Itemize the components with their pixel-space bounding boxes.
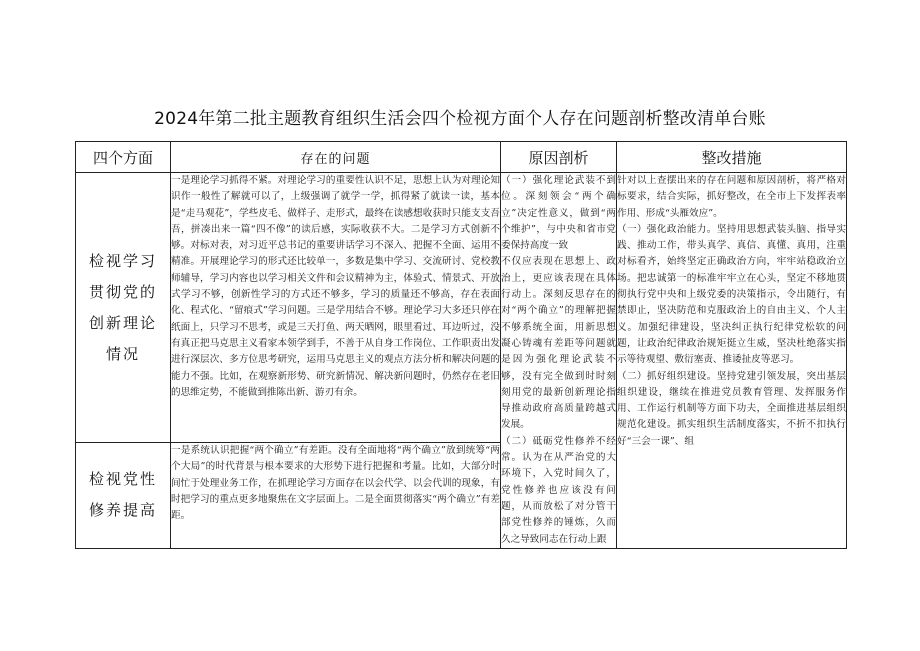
page-title: 2024年第二批主题教育组织生活会四个检视方面个人存在问题剖析整改清单台账 xyxy=(154,109,766,129)
rectification-paragraph: （二）抓好组织建设。坚持党建引领发展，突出基层组织建设，继续在推进党员教育管理、发挥服务作用、工作运行机制等方面下功夫，全面推进基层组织规范化建设。抓实组织生活制度落实，不折不扣执行好“三会一课”、组 xyxy=(617,370,846,447)
rectification-paragraph: 针对以上查摆出来的存在问题和原因剖析，将严格对标要求，结合实际，抓好整改，在全市上下发挥表率作用、形成“头雁效应”。 xyxy=(617,175,846,219)
cause-paragraph: （一）强化理论武装不到位。深刻领会“两个确立”决定性意义，做到“两个维护”，与中央和省市党委保持高度一致 xyxy=(501,175,616,252)
cause-analysis-cell xyxy=(501,173,617,549)
rectification-cell xyxy=(617,173,847,549)
table-row xyxy=(76,173,847,443)
aspect-cell xyxy=(76,173,171,443)
table-header-row xyxy=(76,142,847,173)
problem-cell xyxy=(171,443,501,549)
aspect-cell xyxy=(76,443,171,549)
problem-text: 一是系统认识把握“两个确立”有差距。没有全面地将“两个确立”放到统筹“两个大局”的时代背景与根本要求的大形势下进行把握和考量。比如，大部分时间忙于处理业务工作，在抓理论学习方面存在以会代学、以会代训的现象，有时把学习的重点更多地聚焦在文字层面上。二是全面贯彻落实“两个确立”有差距。 xyxy=(171,445,500,522)
rectification-paragraph: （一）强化政治能力。坚持用思想武装头脑、指导实践、推动工作，带头真学、真信、真懂、真用，注重对标看齐，始终坚定正确政治方向，牢牢站稳政治立场。把忠诚第一的标准牢牢立在心头，坚定不移地贯彻执行党中央和上级党委的决策指示，令出随行，有禁即止，坚决防范和克服政治上的自由主义、个人主义。加强纪律建设，坚决纠正执行纪律党松软的问题，让政治纪律政治规矩挺立生威，坚决杜绝落实指示等待观望、敷衍塞责、推诿扯皮等恶习。 xyxy=(617,223,846,366)
problem-cell xyxy=(171,173,501,443)
aspect-label: 检视学习贯彻党的创新理论情况 xyxy=(88,251,157,363)
header-cause-analysis: 原因剖析 xyxy=(501,142,617,173)
problem-text: 一是理论学习抓得不紧。对理论学习的重要性认识不足，思想上认为对理论知识作一般性了解就可以了，上级强调了就学一学，抓得紧了就读一读，基本是“走马观花”，学些皮毛、做样子、走形式，最终在读感想收获时只能支支吾吾，拼凑出来一篇“四不像”的读后感，实际收获不大。二是学习方式创新不够。对标对表，对习近平总书记的重要讲话学习不深入、把握不全面、运用不精准。开展理论学习的形式还比较单一，多数是集中学习、交流研讨、党校教师辅导，学习内容也以学习相关文件和会议精神为主，体验式、情景式、开放式学习不够，创新性学习的方式还不够多，学习的质量还不够高，存在表面化、程式化、“留痕式”学习问题。三是学用结合不够。理论学习大多还只停在纸面上，只学习不思考，或是三天打鱼、两天晒网，眼里看过、耳边听过，没有真正把马克思主义看家本领学到手，不善于从自身工作岗位、工作职责出发进行深层次、多方位思考研究，运用马克思主义的观点方法分析和解决问题的能力不强。比如，在观察新形势、研究新情况、解决新问题时，仍然存在老旧的思维定势，不能做到推陈出新、游刃有余。 xyxy=(171,175,500,398)
aspect-label: 检视党性修养提高 xyxy=(88,470,157,520)
header-problems: 存在的问题 xyxy=(171,142,501,173)
header-aspects: 四个方面 xyxy=(76,142,171,173)
cause-paragraph: 不仅应表现在思想上、政治上，更应该表现在具体行动上。深刻反思存在的对“两个确立”的理解把握不够系统全面，用新思想凝心铸魂有差距等问题就是因为强化理论武装不够，没有完全做到时时刻刻用党的最新创新理论指导推动政府高质量跨越式发展。 xyxy=(501,256,616,431)
cause-paragraph: （二）砥砺党性修养不经常。认为在从严治党的大环境下，入党时间久了，党性修养也应该没有问题，从而放松了对分管干部党性修养的锤炼，久而久之导致同志在行动上跟 xyxy=(501,435,616,545)
rectification-table xyxy=(75,141,847,549)
header-rectification: 整改措施 xyxy=(617,142,847,173)
